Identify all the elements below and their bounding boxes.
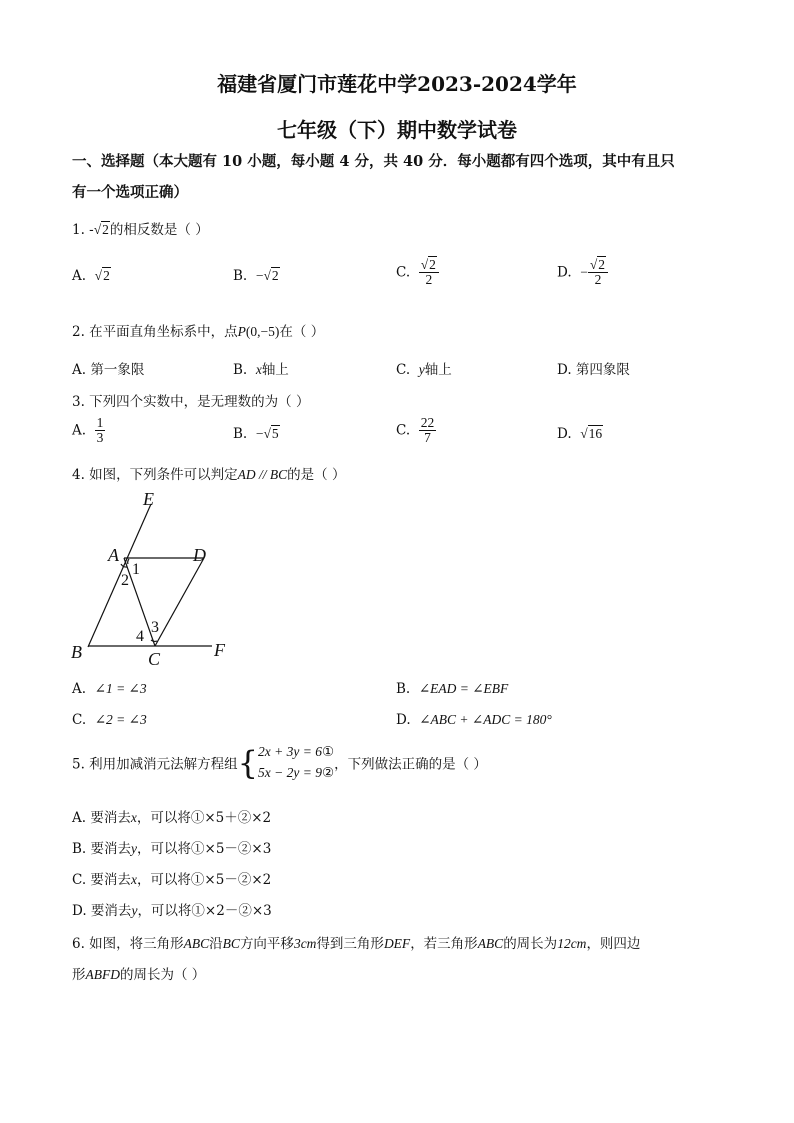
label-angle-2: 2 [121, 572, 129, 589]
section-heading-line1: 一、选择题（本大题有 10 小题，每小题 4 分，共 40 分．每小题都有四个选项，其中有且只 [72, 153, 675, 170]
label-f: F [214, 640, 225, 660]
q1-option-c: C. $\frac{√2}{2}$ [396, 258, 439, 287]
q3-option-c: C. $\frac{22}{7}$ [396, 415, 435, 446]
label-c: C [148, 649, 161, 669]
q1-sqrt: √2 [93, 222, 109, 237]
label-angle-3: 3 [151, 619, 159, 636]
label-e: E [143, 489, 154, 509]
q4-option-d: D. ∠ABC + ∠ADC = 180° [396, 712, 552, 728]
page-title-line2: 七年级（下）期中数学试卷 [277, 118, 517, 142]
question-4: 4. 如图，下列条件可以判定AD // BC的是（ ） [72, 467, 346, 483]
question-2: 2. 在平面直角坐标系中，点P(0,−5)在（ ） [72, 324, 325, 340]
segment-dc [155, 558, 204, 646]
question-6-line2: 形ABFD的周长为（ ） [72, 967, 206, 983]
q3-option-d: D. √16 [557, 426, 603, 442]
q3-option-b: B. −√5 [233, 426, 279, 442]
q4-option-c: C. ∠2 = ∠3 [72, 712, 147, 728]
q5-option-c: C. 要消去x，可以将①×5－②×2 [72, 872, 272, 888]
question-1 [72, 218, 209, 238]
question-5: 5. 利用加减消元法解方程组{ 2x + 3y = 6① 5x − 2y = 9② ，下列做法正确的是（ ） [72, 743, 487, 782]
q5-option-a: A. 要消去x，可以将①×5＋②×2 [72, 810, 272, 826]
arc-angle-3-4 [151, 640, 157, 641]
q2-option-a: A. 第一象限 [72, 362, 145, 378]
page-title-line1: 福建省厦门市莲花中学2023-2024学年 [217, 72, 577, 96]
q2-option-b: B. x轴上 [233, 362, 289, 378]
q2-option-c: C. y轴上 [396, 362, 452, 378]
label-angle-4: 4 [136, 628, 144, 645]
label-angle-1: 1 [132, 561, 140, 578]
q4-option-b: B. ∠EAD = ∠EBF [396, 681, 509, 697]
question-6-line1: 6. 如图，将三角形ABC沿BC方向平移3cm得到三角形DEF，若三角形ABC的周长为12cm，则四边 [72, 936, 641, 952]
label-b: B [71, 642, 82, 662]
section-heading-line2: 有一个选项正确） [72, 184, 188, 201]
label-a: A [108, 545, 119, 565]
line-ae-b [88, 504, 151, 647]
equation-system: 2x + 3y = 6① 5x − 2y = 9② [258, 744, 335, 781]
question-3: 3. 下列四个实数中，是无理数的为（ ） [72, 394, 310, 410]
q4-figure [66, 486, 246, 671]
q1-stem: 的相反数是（ ） [109, 222, 209, 238]
q5-option-d: D. 要消去y，可以将①×2－②×3 [72, 903, 272, 919]
q1-option-b: B. −√2 [233, 268, 279, 284]
q1-option-d: D. − $\frac{√2}{2}$ [557, 258, 608, 287]
q1-option-a: A. √2 [72, 268, 110, 284]
q2-option-d: D. 第四象限 [557, 362, 630, 378]
label-d: D [193, 545, 206, 565]
q1-number: 1. - [72, 222, 94, 238]
q3-option-a: A. $\frac{1}{3}$ [72, 415, 104, 446]
q5-option-b: B. 要消去y，可以将①×5－②×3 [72, 841, 272, 857]
arc-angle-1 [128, 559, 129, 564]
q4-option-a: A. ∠1 = ∠3 [72, 681, 147, 697]
